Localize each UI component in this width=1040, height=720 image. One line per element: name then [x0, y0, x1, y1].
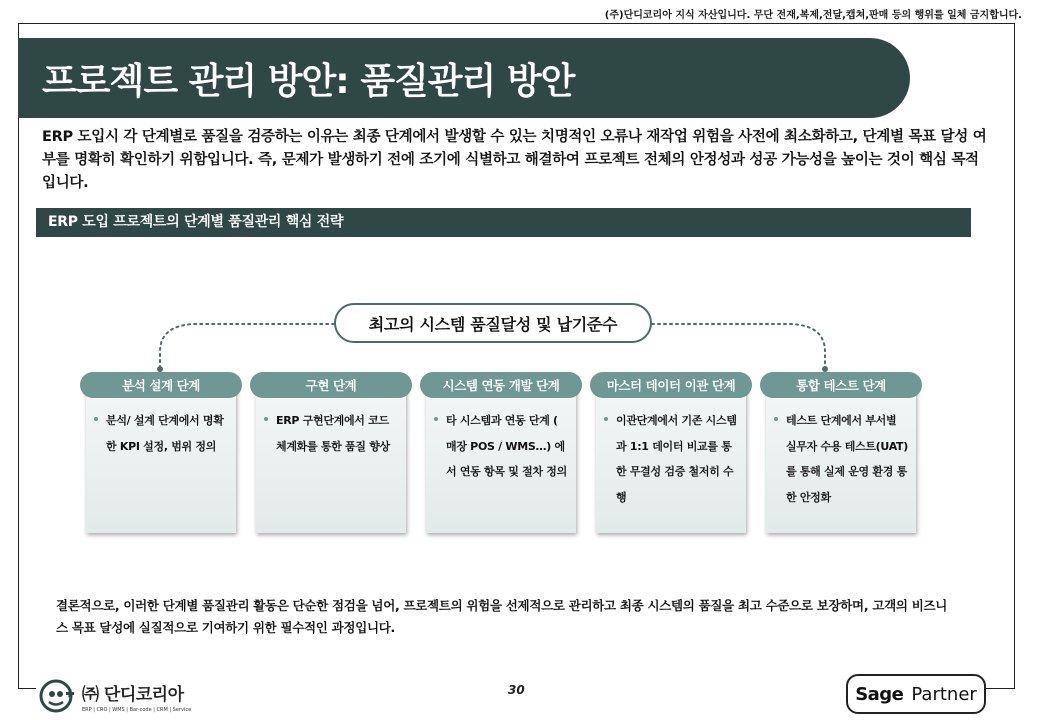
phase-text: 이관단계에서 기존 시스템과 1:1 데이터 비교를 통한 무결성 검증 철저히 수행 — [616, 414, 737, 504]
page-number: 30 — [508, 683, 525, 697]
logo-icon — [36, 676, 76, 716]
logo-name: ㈜ 단디코리아 — [82, 684, 184, 705]
bullet-icon — [434, 417, 438, 421]
bullet-icon — [604, 417, 608, 421]
phase-card — [760, 372, 922, 533]
phase-text: ERP 구현단계에서 코드 체계화를 통한 품질 향상 — [276, 414, 390, 453]
company-logo — [36, 676, 191, 716]
section-header: ERP 도입 프로젝트의 단계별 품질관리 핵심 전략 — [36, 208, 971, 237]
sage-partner-badge — [846, 674, 986, 714]
phase-card — [420, 372, 582, 533]
phase-body — [426, 386, 576, 533]
phase-title: 분석 설계 단계 — [80, 372, 242, 398]
sage-brand: Sage — [855, 683, 904, 705]
conclusion-paragraph: 결론적으로, 이러한 단계별 품질관리 활동은 단순한 점검을 넘어, 프로젝트의 위험을 선제적으로 관리하고 최종 시스템의 품질을 최고 수준으로 보장하며, 고객의 비즈니스 목표 달성에 실질적으로 기여하기 위한 필수적인 과정입니다. — [56, 598, 948, 635]
intro-paragraph: ERP 도입시 각 단계별로 품질을 검증하는 이유는 최종 단계에서 발생할 수 있는 치명적인 오류나 재작업 위험을 사전에 최소화하고, 단계별 목표 달성 여부를 명확히 확인하기 위함입니다. 즉, 문제가 발생하기 전에 조기에 식별하고 해결하여 프로젝트 전체의 안정성과 성공 가능성을 높이는 것이 핵심 목적입니다. — [42, 129, 987, 191]
phase-card — [250, 372, 412, 533]
phase-title: 마스터 데이터 이관 단계 — [590, 372, 752, 398]
phase-card — [80, 372, 242, 533]
bullet-icon — [264, 417, 268, 421]
phase-title: 구현 단계 — [250, 372, 412, 398]
phase-text: 분석/ 설계 단계에서 명확한 KPI 설정, 범위 정의 — [106, 414, 224, 453]
phase-body — [766, 386, 916, 533]
phase-text: 테스트 단계에서 부서별 실무자 수용 테스트(UAT)를 통해 실제 운영 환경 통한 안정화 — [786, 414, 908, 504]
page-title: 프로젝트 관리 방안: 품질관리 방안 — [42, 60, 575, 102]
logo-tagline: ERP | CRO | WMS | Bar-code | CRM | Service — [82, 706, 192, 713]
bullet-icon — [774, 417, 778, 421]
partner-label: Partner — [911, 683, 977, 705]
copyright-notice: (주)단디코리아 지식 자산입니다. 무단 전재,복제,전달,캡쳐,판매 등의 행위를 일체 금지합니다. — [604, 10, 1022, 21]
phase-text: 타 시스템과 연동 단계 ( 매장 POS / WMS…) 에서 연동 항목 및 절차 정의 — [446, 414, 567, 478]
phase-title: 시스템 연동 개발 단계 — [420, 372, 582, 398]
phase-body — [256, 386, 406, 533]
goal-pill: 최고의 시스템 품질달성 및 납기준수 — [334, 303, 652, 343]
phase-title: 통합 테스트 단계 — [760, 372, 922, 398]
bullet-icon — [94, 417, 98, 421]
phase-card — [590, 372, 752, 533]
phase-body — [596, 386, 746, 533]
phase-body — [86, 386, 236, 533]
